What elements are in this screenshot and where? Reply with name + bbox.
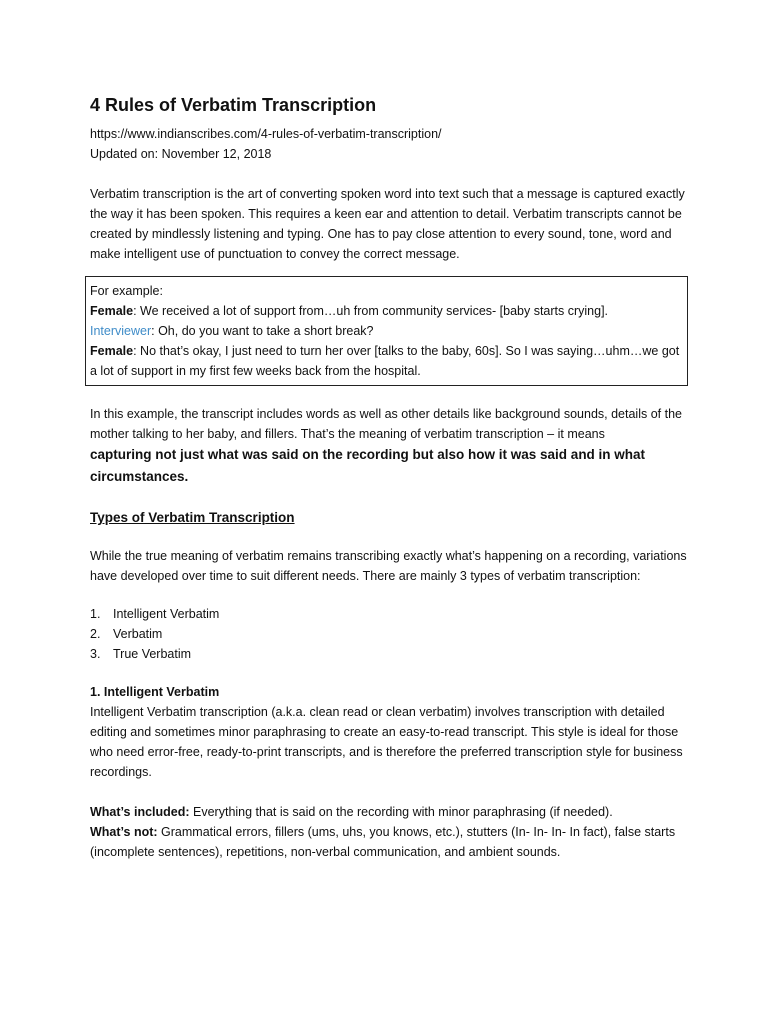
updated-date: Updated on: November 12, 2018	[90, 147, 272, 161]
list-item	[90, 624, 690, 644]
included-label: What’s included:	[90, 805, 190, 819]
section-heading: Types of Verbatim Transcription	[90, 510, 295, 525]
not-label: What’s not:	[90, 825, 158, 839]
list-label: Verbatim	[113, 627, 163, 641]
example-text: : Oh, do you want to take a short break?	[151, 324, 374, 338]
list-number: 1.	[90, 607, 101, 621]
speaker-label: Female	[90, 344, 134, 358]
document-body	[90, 92, 690, 862]
explanation-emphasis: capturing not just what was said on the recording but also how it was said and in what circumstances.	[90, 447, 646, 484]
intelligent-paragraph: Intelligent Verbatim transcription (a.k.a. clean read or clean verbatim) involves transcription with detailed editing and sometimes minor paraphrasing to create an easy-to-read transcript. This style is ideal for those who need error-free, ready-to-print transcripts, and is therefore the preferred transcription style for business recordings.	[90, 705, 683, 779]
list-number: 2.	[90, 627, 101, 641]
whats-included	[90, 802, 690, 822]
example-heading: For example:	[90, 284, 163, 298]
list-item	[90, 644, 690, 664]
speaker-label: Female	[90, 304, 134, 318]
list-label: True Verbatim	[113, 647, 192, 661]
example-line	[90, 321, 683, 341]
types-list	[90, 604, 690, 664]
example-line	[90, 301, 683, 321]
example-text: : No that’s okay, I just need to turn her over [talks to the baby, 60s]. So I was saying…uhm…we got a lot of support in my first few weeks back from the hospital.	[90, 344, 680, 378]
example-line	[90, 341, 683, 381]
source-url: https://www.indianscribes.com/4-rules-of-verbatim-transcription/	[90, 127, 442, 141]
types-intro-paragraph: While the true meaning of verbatim remains transcribing exactly what’s happening on a recording, variations have developed over time to suit different needs. There are mainly 3 types of verbatim transcription:	[90, 549, 687, 583]
subsection-heading: 1. Intelligent Verbatim	[90, 685, 220, 699]
example-text: : We received a lot of support from…uh from community services- [baby starts crying].	[133, 304, 609, 318]
whats-not	[90, 822, 690, 862]
not-text: Grammatical errors, fillers (ums, uhs, you knows, etc.), stutters (In- In- In- In fact), false starts (incomplete sentences), repetitions, non-verbal communication, and ambient sounds.	[90, 825, 676, 859]
list-item	[90, 604, 690, 624]
page-title: 4 Rules of Verbatim Transcription	[90, 95, 377, 115]
speaker-label: Interviewer	[90, 324, 152, 338]
example-box	[85, 276, 688, 386]
list-number: 3.	[90, 647, 101, 661]
explanation-paragraph: In this example, the transcript includes words as well as other details like background sounds, details of the mother talking to her baby, and fillers. That’s the meaning of verbatim transcription – it means	[90, 407, 682, 441]
intro-paragraph: Verbatim transcription is the art of converting spoken word into text such that a message is captured exactly the way it has been spoken. This requires a keen ear and attention to detail. Verbatim transcripts cannot be created by mindlessly listening and typing. One has to pay close attention to every sound, tone, word and make intelligent use of punctuation to convey the correct message.	[90, 187, 685, 261]
list-label: Intelligent Verbatim	[113, 607, 220, 621]
included-text: Everything that is said on the recording with minor paraphrasing (if needed).	[189, 805, 613, 819]
